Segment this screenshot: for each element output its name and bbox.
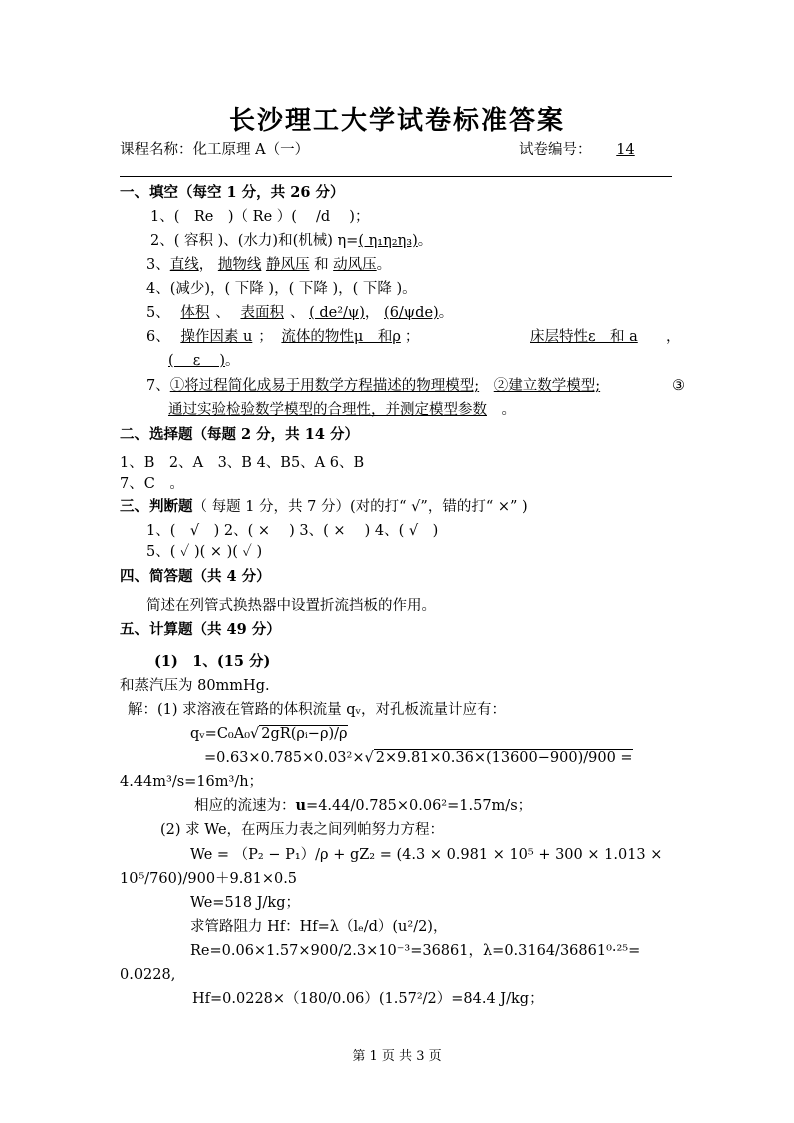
s5-f4-label: 相应的流速为： [194,798,296,814]
s1-q5-num: 5、 [146,305,170,321]
s5-sol1: 解：(1) 求溶液在管路的体积流量 qᵥ，对孔板流量计应有： [128,702,506,718]
s1-q7 [146,376,686,396]
s5-formula-2 [204,748,633,768]
s5-given: 和蒸汽压为 80mmHg. [120,678,270,694]
paper-no-field [519,140,660,160]
s1-q2-end: 。 [417,233,433,249]
s1-q7-cont: 通过实验检验数学模型的合理性，并测定模型参数 。 [168,402,516,418]
s3-heading-bold: 三、判断题 [120,498,193,515]
s1-q3-num: 3、 [146,257,170,273]
s1-q7-b: ②建立数学模型; [493,378,601,394]
s5-formula-3: 4.44m³/s=16m³/h； [120,774,264,790]
s1-q7-d: 通过实验检验数学模型的合理性，并测定模型参数 [168,402,487,418]
s1-q5-d: (6/ψde) [384,305,439,321]
s1-q2-text: 2、( 容积 )、(水力)和(机械) η= [150,233,359,249]
s1-q6-b: 流体的物性μ 和ρ [281,329,401,345]
s5-formula-1 [190,724,348,744]
paper-no-label: 试卷编号： [519,142,592,158]
s2-line2: 7、C 。 [120,476,184,492]
paper-no: 14 [616,142,635,158]
s1-q3: 3、直线， 抛物线 静风压 和 动风压。 [146,257,392,273]
s1-q3-and: 和 [314,257,329,273]
s3-line1: 1、( √ ) 2、( × ) 3、( × ) 4、( √ ) [146,523,439,539]
s1-q3-c: 静风压 [265,257,310,273]
section-3-heading [120,497,528,517]
s1-q6: 6、 操作因素 u ； 流体的物性μ 和ρ ； 床层特性ε 和 a ， [146,329,681,345]
s1-q3-d: 动风压 [333,257,377,273]
s1-q5-a: 体积 [180,305,210,321]
course-label: 课程名称： [120,142,193,158]
s5-q1-title: (1) 1、(15 分) [154,653,271,670]
section-2-heading: 二、选择题（每题 2 分，共 14 分） [120,426,359,443]
s5-formula-7: We=518 J/kg； [190,895,301,911]
s1-q5-b: 表面积 [240,305,284,321]
s1-q6-c: 床层特性ε 和 a [530,329,638,345]
s5-formula-6: 10⁵/760)/900＋9.81×0.5 [120,871,298,887]
s5-f1-left: qᵥ=C₀A₀√ [190,726,260,742]
s5-formula-10: 0.0228, [120,967,176,983]
s1-q3-b: 抛物线 [217,257,262,273]
s1-q7-a: ①将过程简化成易于用数学方程描述的物理模型; [169,378,480,394]
s5-formula-4 [194,796,532,816]
course-field [120,140,309,160]
course-name: 化工原理 A（一） [192,142,310,158]
s5-f4-value: =4.44/0.785×0.06²=1.57m/s； [306,798,533,814]
s1-q7-num: 7、 [146,378,170,394]
s5-formula-5: We = （P₂ − P₁）/ρ + gZ₂ = (4.3 × 0.981 × 10⁵ + 300 × 1.013 × [190,847,663,863]
s1-q7-c: ③ [672,378,685,394]
s2-line1: 1、B 2、A 3、B 4、B5、A 6、B [120,455,365,471]
s5-formula-8: 求管路阻力 Hf：Hf=λ（lₑ/d）(u²/2)， [190,919,448,935]
s1-q1: 1、( Re )（ Re ）( /d )； [150,209,370,225]
s5-f4-u: u [295,797,307,814]
s1-q6-num: 6、 [146,329,170,345]
s1-q6-cont: ( ε )。 [168,353,240,369]
s3-line2: 5、( ✓ )( × )( ✓ ) [146,544,263,560]
s1-q4: 4、(减少)，( 下降 )，( 下降 )，( 下降 )。 [146,281,417,297]
header-divider [120,176,672,177]
s1-q2-eta: ( η₁η₂η₃) [358,233,418,249]
s1-q3-a: 直线 [169,257,199,273]
s3-heading-tail: （ 每题 1 分，共 7 分）(对的打“ √”，错的打“ ×” ) [192,499,528,515]
s4-question: 简述在列管式换热器中设置折流挡板的作用。 [146,598,436,614]
s5-f1-radicand: 2gR(ρᵢ−ρ)/ρ [261,726,348,742]
page-title: 长沙理工大学试卷标准答案 [228,106,565,136]
s5-f2-left: =0.63×0.785×0.03²×√ [204,750,374,766]
s5-f2-radicand: 2×9.81×0.36×(13600−900)/900 = [375,750,633,766]
section-1-heading: 一、填空（每空 1 分，共 26 分） [120,184,345,201]
s1-q2 [150,231,432,251]
s1-q6-d: ( ε ) [168,353,226,369]
s5-sol2: (2) 求 We，在两压力表之间列帕努力方程： [160,822,445,838]
s1-q5: 5、 体积 、 表面积 、 ( de²/ψ)， (6/ψde)。 [146,305,454,321]
s5-formula-9: Re=0.06×1.57×900/2.3×10⁻³=36861，λ=0.3164/36861⁰·²⁵= [190,943,641,959]
s1-q5-c: ( de²/ψ) [309,305,365,321]
section-5-heading: 五、计算题（共 49 分） [120,621,281,638]
page-footer: 第 1 页 共 3 页 [352,1049,442,1064]
section-4-heading: 四、简答题（共 4 分） [120,568,271,585]
s5-formula-11: Hf=0.0228×（180/0.06）(1.57²/2）=84.4 J/kg； [192,991,544,1007]
s1-q6-a: 操作因素 u [180,329,253,345]
